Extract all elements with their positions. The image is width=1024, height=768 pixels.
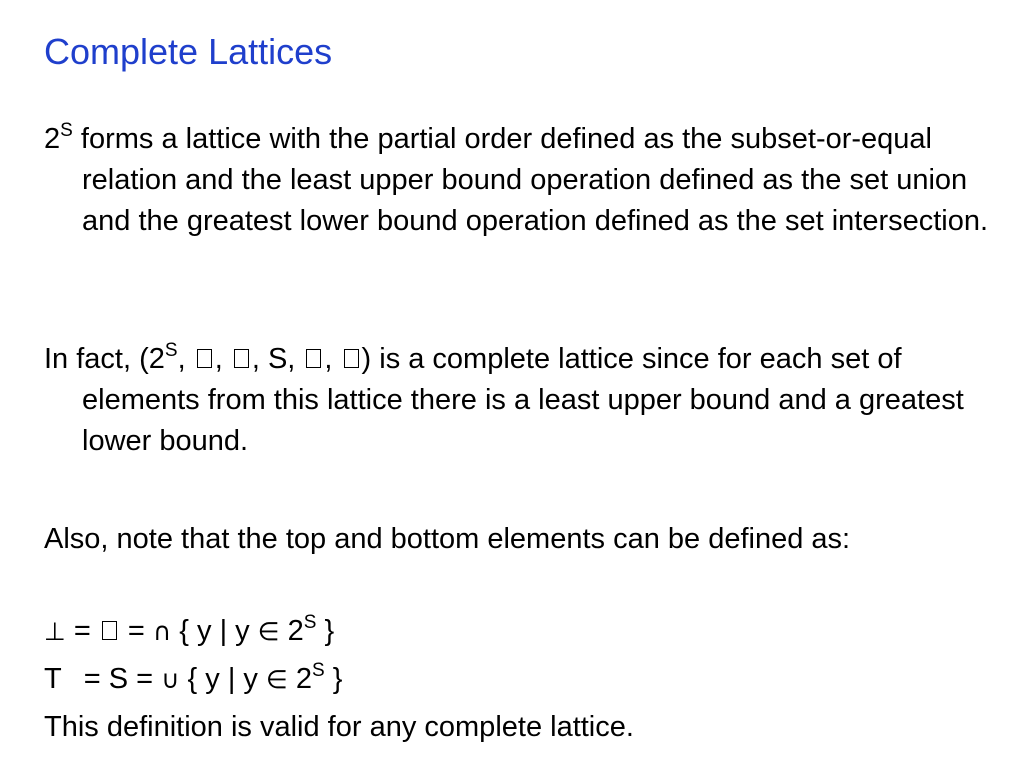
power-base: 2	[44, 123, 61, 155]
paragraph-complete-lattice	[44, 339, 989, 462]
equals: = S =	[75, 663, 162, 695]
missing-glyph-icon	[344, 349, 359, 368]
power-exponent: S	[311, 660, 325, 681]
separator: ,	[177, 343, 194, 375]
power-exponent: S	[60, 120, 73, 141]
element-of-symbol: ∈	[266, 665, 288, 694]
separator: ,	[214, 343, 231, 375]
power-exponent: S	[303, 612, 317, 633]
missing-glyph-icon	[306, 349, 321, 368]
union-symbol: ∪	[161, 665, 180, 694]
separator: , S,	[251, 343, 304, 375]
paragraph-text: forms a lattice with the partial order defined as the subset-or-equal relation and the least upper bound operation defined as the set union and the greatest lower bound operation defined as the set intersection.	[72, 123, 989, 237]
paragraph-lead: In fact, (2	[44, 343, 165, 375]
slide-title: Complete Lattices	[44, 31, 333, 72]
missing-glyph-icon	[234, 349, 249, 368]
bottom-definition	[44, 611, 334, 652]
intersection-symbol: ∩	[152, 617, 172, 646]
set-builder: { y | y	[179, 663, 266, 695]
equals: =	[119, 615, 153, 647]
equals: =	[65, 615, 99, 647]
top-symbol: T	[44, 663, 62, 695]
set-builder: { y | y	[171, 615, 258, 647]
element-of-symbol: ∈	[257, 617, 280, 646]
missing-glyph-icon	[197, 349, 212, 368]
top-definition	[44, 659, 342, 700]
separator: ,	[324, 343, 341, 375]
missing-glyph-icon	[102, 621, 117, 640]
power-exponent: S	[164, 340, 178, 361]
bottom-symbol: ⊥	[44, 617, 66, 646]
paragraph-powerset-lattice	[44, 119, 989, 242]
closing-sentence: This definition is valid for any complete lattice.	[44, 711, 634, 743]
power-base: 2	[287, 663, 312, 695]
power-base: 2	[279, 615, 304, 647]
set-close: }	[324, 663, 343, 695]
paragraph-top-bottom: Also, note that the top and bottom elements can be defined as:	[44, 523, 851, 555]
set-close: }	[316, 615, 335, 647]
paragraph-text: ) is a complete lattice since for each set of elements from this lattice there is a least upper bound and a greatest lower bound.	[82, 343, 964, 457]
